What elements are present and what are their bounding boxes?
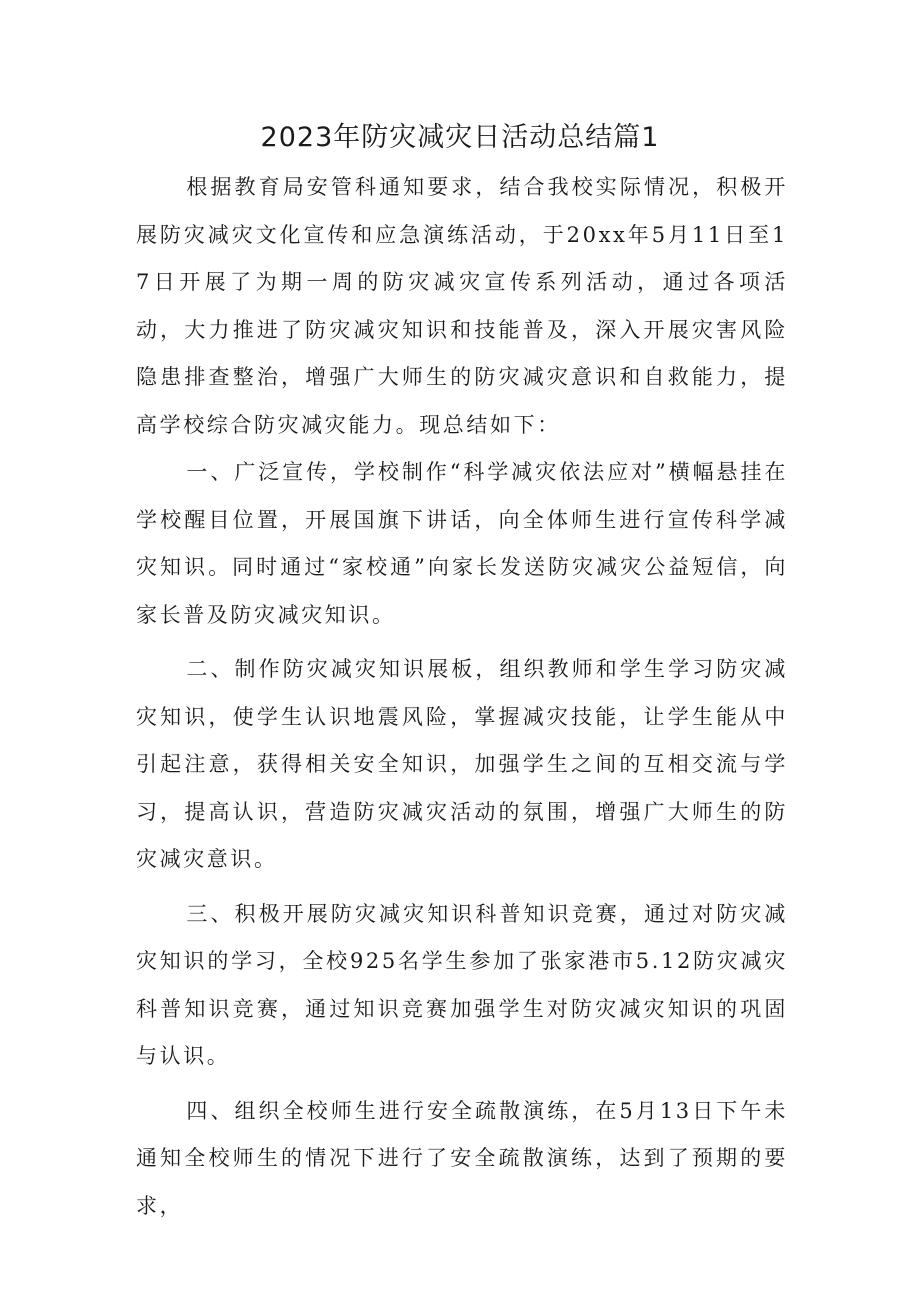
document-title: 2023年防灾减灾日活动总结篇1: [260, 122, 660, 153]
paragraph-2-exhibition-board: 二、制作防灾减灾知识展板，组织教师和学生学习防灾减灾知识，使学生认识地震风险，掌握减灾技能，让学生能从中引起注意，获得相关安全知识，加强学生之间的互相交流与学习，提高认识，营造防灾减灾活动的氛围，增强广大师生的防灾减灾意识。: [136, 657, 788, 871]
document-body: [136, 164, 788, 1230]
paragraph-1-publicity: 一、广泛宣传，学校制作“科学减灾依法应对”横幅悬挂在学校醒目位置，开展国旗下讲话，向全体师生进行宣传科学减灾知识。同时通过“家校通”向家长发送防灾减灾公益短信，向家长普及防灾减灾知识。: [136, 460, 788, 627]
paragraph-gap: [136, 639, 788, 646]
paragraph-4-evacuation-drill: 四、组织全校师生进行安全疏散演练，在5月13日下午未通知全校师生的情况下进行了安全疏散演练，达到了预期的要求，: [136, 1098, 788, 1218]
paragraph-gap: [136, 1081, 788, 1088]
paragraph-intro: 根据教育局安管科通知要求，结合我校实际情况，积极开展防灾减灾文化宣传和应急演练活动，于20xx年5月11日至17日开展了为期一周的防灾减灾宣传系列活动，通过各项活动，大力推进了防灾减灾知识和技能普及，深入开展灾害风险隐患排查整治，增强广大师生的防灾减灾意识和自救能力，提高学校综合防灾减灾能力。现总结如下：: [136, 175, 788, 437]
paragraph-gap: [136, 884, 788, 891]
paragraph-3-knowledge-contest: 三、积极开展防灾减灾知识科普知识竞赛，通过对防灾减灾知识的学习，全校925名学生参加了张家港市5.12防灾减灾科普知识竞赛，通过知识竞赛加强学生对防灾减灾知识的巩固与认识。: [136, 901, 788, 1068]
